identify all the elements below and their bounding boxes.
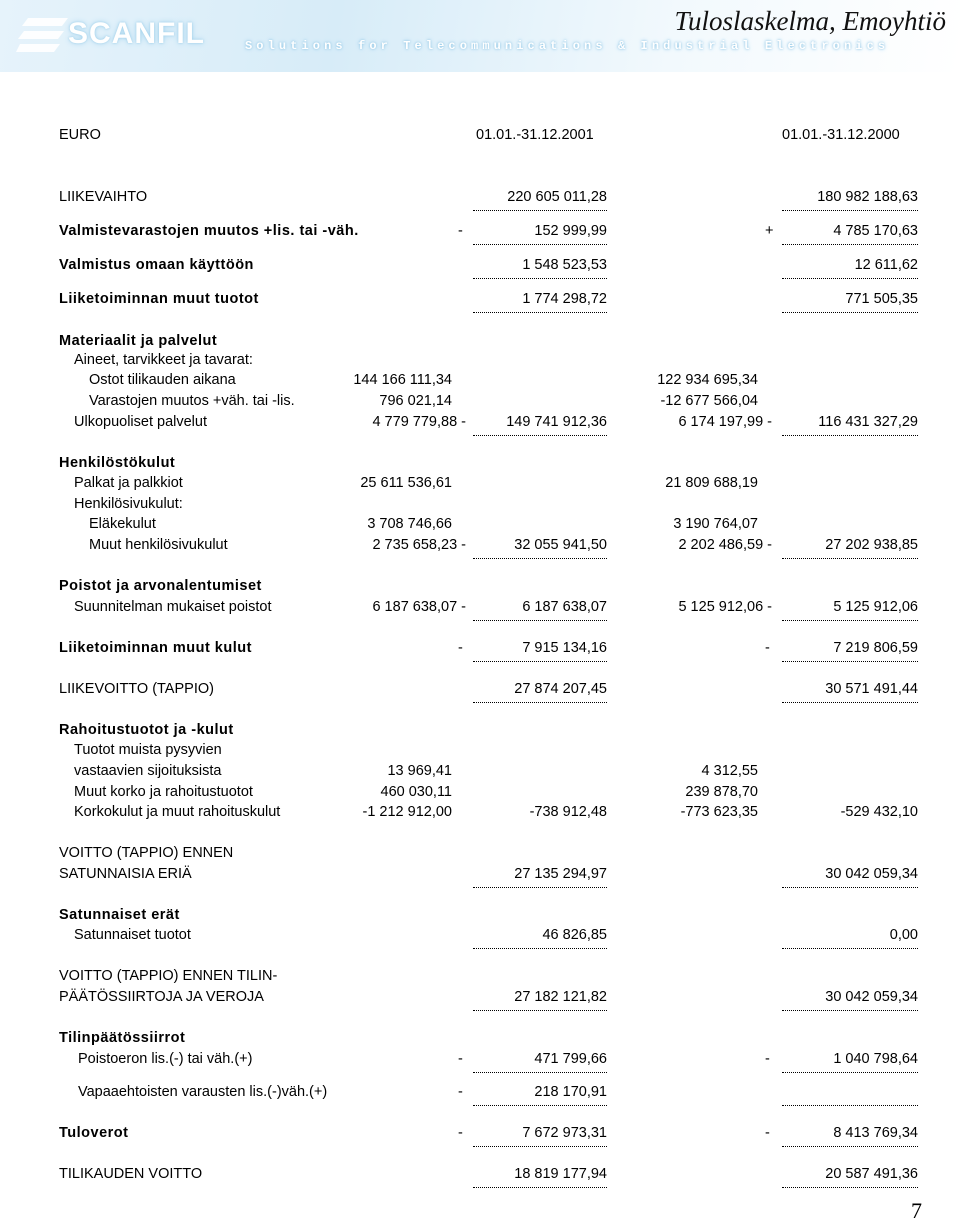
period-2001-header: 01.01.-31.12.2001 bbox=[476, 127, 594, 143]
row-label: Eläkekulut bbox=[89, 516, 156, 532]
subvalue-2001: 460 030,11 bbox=[380, 784, 452, 800]
sign-2001: - bbox=[458, 1051, 463, 1067]
subvalue-2000: 5 125 912,06 - bbox=[678, 599, 772, 615]
subvalue-2001: 13 969,41 bbox=[387, 763, 452, 779]
value-2001: 6 187 638,07 bbox=[473, 599, 607, 621]
subvalue-2001: 25 611 536,61 bbox=[360, 475, 452, 491]
value-2000-empty bbox=[782, 1084, 918, 1106]
sign-2001: - bbox=[458, 640, 463, 656]
row-label: Ulkopuoliset palvelut bbox=[74, 414, 207, 430]
value-2001: 32 055 941,50 bbox=[473, 537, 607, 559]
row-label-tuotot-muista: Tuotot muista pysyvien bbox=[74, 742, 222, 758]
sign-2001: - bbox=[458, 1125, 463, 1141]
row-label: Valmistevarastojen muutos +lis. tai -väh. bbox=[59, 223, 359, 239]
row-label: Suunnitelman mukaiset poistot bbox=[74, 599, 272, 615]
document-title: Tuloslaskelma, Emoyhtiö bbox=[674, 6, 946, 36]
page-number: 7 bbox=[911, 1198, 922, 1223]
value-2001: 27 135 294,97 bbox=[473, 866, 607, 888]
logo-wordmark: SCANFIL bbox=[68, 17, 205, 50]
value-2000: 7 219 806,59 bbox=[782, 640, 918, 662]
currency-label: EURO bbox=[59, 127, 101, 143]
page-header bbox=[0, 0, 960, 72]
row-label: LIIKEVAIHTO bbox=[59, 189, 148, 205]
value-2000: 30 042 059,34 bbox=[782, 866, 918, 888]
value-2001: 471 799,66 bbox=[473, 1051, 607, 1073]
subvalue-2000: 239 878,70 bbox=[685, 784, 758, 800]
value-2000: 1 040 798,64 bbox=[782, 1051, 918, 1073]
value-2000: 771 505,35 bbox=[782, 291, 918, 313]
sign-2001: - bbox=[458, 1084, 463, 1100]
sign-2000: - bbox=[765, 640, 770, 656]
value-2000: 20 587 491,36 bbox=[782, 1166, 918, 1188]
subvalue-2000: 2 202 486,59 - bbox=[678, 537, 772, 553]
row-label: Poistoeron lis.(-) tai väh.(+) bbox=[78, 1051, 253, 1067]
sign-2000: + bbox=[765, 223, 774, 239]
value-2000: 4 785 170,63 bbox=[782, 223, 918, 245]
value-2001: 7 915 134,16 bbox=[473, 640, 607, 662]
row-label: Palkat ja palkkiot bbox=[74, 475, 183, 491]
subvalue-2000: 3 190 764,07 bbox=[673, 516, 758, 532]
row-label: Valmistus omaan käyttöön bbox=[59, 257, 254, 273]
value-2000: 30 571 491,44 bbox=[782, 681, 918, 703]
subheading-henkilosivukulut: Henkilösivukulut: bbox=[74, 496, 183, 512]
value-2001: 220 605 011,28 bbox=[473, 189, 607, 211]
row-label: LIIKEVOITTO (TAPPIO) bbox=[59, 681, 214, 697]
subvalue-2001: 2 735 658,23 - bbox=[372, 537, 466, 553]
section-heading-tilinpaatossiirrot: Tilinpäätössiirrot bbox=[59, 1030, 186, 1046]
row-label: Varastojen muutos +väh. tai -lis. bbox=[89, 393, 295, 409]
subheading-aineet: Aineet, tarvikkeet ja tavarat: bbox=[74, 352, 253, 368]
row-label: Tuloverot bbox=[59, 1125, 129, 1141]
row-label: PÄÄTÖSSIIRTOJA JA VEROJA bbox=[59, 989, 264, 1005]
sign-2000: - bbox=[765, 1125, 770, 1141]
section-heading-satunnaiset: Satunnaiset erät bbox=[59, 907, 180, 923]
subvalue-2001: 796 021,14 bbox=[379, 393, 452, 409]
row-label: Muut henkilösivukulut bbox=[89, 537, 228, 553]
value-2001: -738 912,48 bbox=[529, 804, 607, 820]
value-2001: 46 826,85 bbox=[473, 927, 607, 949]
row-label-voitto-ennen-tilin: VOITTO (TAPPIO) ENNEN TILIN- bbox=[59, 968, 278, 984]
value-2001: 149 741 912,36 bbox=[473, 414, 607, 436]
subvalue-2000: -773 623,35 bbox=[680, 804, 758, 820]
period-2000-header: 01.01.-31.12.2000 bbox=[782, 127, 900, 143]
value-2000: 0,00 bbox=[782, 927, 918, 949]
subvalue-2001: 4 779 779,88 - bbox=[372, 414, 466, 430]
value-2001: 27 182 121,82 bbox=[473, 989, 607, 1011]
value-2000: 116 431 327,29 bbox=[782, 414, 918, 436]
row-label: SATUNNAISIA ERIÄ bbox=[59, 866, 192, 882]
row-label: Muut korko ja rahoitustuotot bbox=[74, 784, 253, 800]
row-label-voitto-ennen: VOITTO (TAPPIO) ENNEN bbox=[59, 845, 234, 861]
value-2001: 7 672 973,31 bbox=[473, 1125, 607, 1147]
value-2001: 218 170,91 bbox=[473, 1084, 607, 1106]
value-2000: -529 432,10 bbox=[840, 804, 918, 820]
value-2001: 1 774 298,72 bbox=[473, 291, 607, 313]
subvalue-2000: 122 934 695,34 bbox=[657, 372, 758, 388]
row-label: vastaavien sijoituksista bbox=[74, 763, 222, 779]
subvalue-2000: 21 809 688,19 bbox=[665, 475, 758, 491]
row-label: Ostot tilikauden aikana bbox=[89, 372, 236, 388]
row-label: Vapaaehtoisten varausten lis.(-)väh.(+) bbox=[78, 1084, 328, 1100]
row-label: Liiketoiminnan muut tuotot bbox=[59, 291, 259, 307]
row-label: Liiketoiminnan muut kulut bbox=[59, 640, 252, 656]
subvalue-2000: 6 174 197,99 - bbox=[678, 414, 772, 430]
value-2000: 27 202 938,85 bbox=[782, 537, 918, 559]
sign-2001: - bbox=[458, 223, 463, 239]
scanfil-logo-icon bbox=[16, 12, 72, 58]
value-2001: 152 999,99 bbox=[473, 223, 607, 245]
company-tagline: Solutions for Telecommunications & Industrial Electronics bbox=[245, 39, 890, 53]
value-2000: 12 611,62 bbox=[782, 257, 918, 279]
subvalue-2000: -12 677 566,04 bbox=[660, 393, 758, 409]
row-label: TILIKAUDEN VOITTO bbox=[59, 1166, 203, 1182]
section-heading-materiaalit: Materiaalit ja palvelut bbox=[59, 333, 218, 349]
section-heading-rahoitus: Rahoitustuotot ja -kulut bbox=[59, 722, 234, 738]
subvalue-2001: -1 212 912,00 bbox=[362, 804, 452, 820]
subvalue-2001: 6 187 638,07 - bbox=[372, 599, 466, 615]
value-2000: 5 125 912,06 bbox=[782, 599, 918, 621]
subvalue-2000: 4 312,55 bbox=[701, 763, 758, 779]
subvalue-2001: 144 166 111,34 bbox=[353, 372, 452, 388]
section-heading-poistot: Poistot ja arvonalentumiset bbox=[59, 578, 262, 594]
value-2000: 30 042 059,34 bbox=[782, 989, 918, 1011]
section-heading-henkilosto: Henkilöstökulut bbox=[59, 455, 176, 471]
value-2001: 27 874 207,45 bbox=[473, 681, 607, 703]
subvalue-2001: 3 708 746,66 bbox=[367, 516, 452, 532]
value-2000: 180 982 188,63 bbox=[782, 189, 918, 211]
sign-2000: - bbox=[765, 1051, 770, 1067]
value-2001: 18 819 177,94 bbox=[473, 1166, 607, 1188]
value-2000: 8 413 769,34 bbox=[782, 1125, 918, 1147]
row-label: Satunnaiset tuotot bbox=[74, 927, 191, 943]
row-label: Korkokulut ja muut rahoituskulut bbox=[74, 804, 281, 820]
value-2001: 1 548 523,53 bbox=[473, 257, 607, 279]
